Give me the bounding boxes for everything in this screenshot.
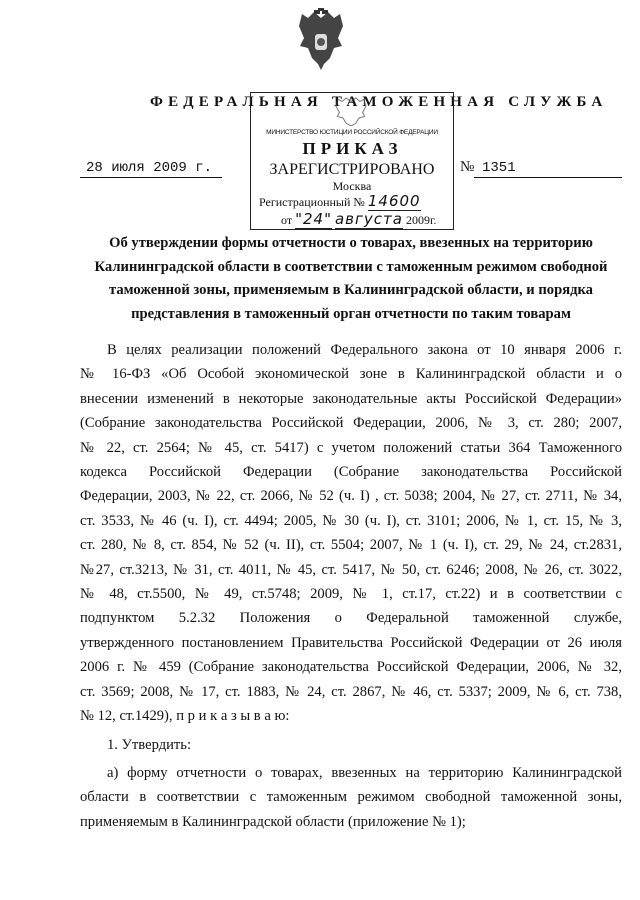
body-line: № 16-ФЗ «Об Особой экономической зоне в Калининградской области и о bbox=[80, 366, 622, 383]
body-line: В целях реализации положений Федерального закона от 10 января 2006 г. bbox=[107, 342, 622, 358]
item-a-line: применяемым в Калининградской области (приложение № 1); bbox=[80, 813, 466, 830]
body-line: внесении изменений в некоторые законодательные акты Российской Федерации» bbox=[80, 390, 622, 407]
stamp-date-year: 2009г. bbox=[405, 213, 437, 227]
body-line: № 22, ст. 2564; № 45, ст. 5417) с учетом положений статьи 364 Таможенного bbox=[80, 439, 622, 456]
body-line: № 12, ст.1429), п р и к а з ы в а ю: bbox=[80, 708, 290, 725]
stamp-reg-number: 14600 bbox=[367, 192, 421, 210]
stamp-date-line bbox=[281, 211, 437, 229]
item-a-line: области в соответствии с таможенным режимом свободной таможенной зоны, bbox=[80, 789, 622, 806]
title-line: таможенной зоны, применяемым в Калининградской области, и порядка bbox=[109, 282, 593, 299]
stamp-date-prefix: от bbox=[281, 213, 293, 227]
stamp-emblem-icon bbox=[331, 96, 371, 126]
document-body bbox=[80, 338, 622, 834]
coat-of-arms-emblem bbox=[296, 8, 346, 74]
body-line: № 48, ст.5500, № 49, ст.5748; 2009, № 1, ст.17, ст.22) и в соответствии с bbox=[80, 586, 622, 603]
stamp-date-month: августа bbox=[334, 210, 403, 228]
item-a-line: а) форму отчетности о товарах, ввезенных на территорию Калининградской bbox=[107, 764, 622, 781]
stamp-ministry: МИНИСТЕРСТВО ЮСТИЦИИ РОССИЙСКОЙ ФЕДЕРАЦИИ bbox=[266, 129, 438, 136]
body-line: утвержденного постановлением Правительства Российской Федерации от 26 июля bbox=[80, 634, 622, 651]
body-line: подпунктом 5.2.32 Положения о Федеральной таможенной службе, bbox=[80, 610, 622, 627]
order-number: 1351 bbox=[474, 160, 622, 178]
order-date: 28 июля 2009 г. bbox=[80, 160, 222, 178]
body-line: (Собрание законодательства Российской Федерации, 2006, № 3, ст. 280; 2007, bbox=[80, 415, 622, 432]
stamp-registered: ЗАРЕГИСТРИРОВАНО bbox=[269, 161, 435, 178]
body-line: ст. 280, № 8, ст. 854, № 52 (ч. II), ст. 5504; 2007, № 1 (ч. I), ст. 29, № 24, ст.2831, bbox=[80, 537, 622, 554]
body-line: Федерации, 2003, № 22, ст. 2066, № 52 (ч. I) , ст. 5038; 2004, № 27, ст. 2711, № 34, bbox=[80, 488, 622, 505]
body-line: кодекса Российской Федерации (Собрание законодательства Российской bbox=[80, 464, 622, 481]
body-line: ст. 3569; 2008, № 17, ст. 1883, № 24, ст. 2867, № 46, ст. 5337; 2009, № 6, ст. 738, bbox=[80, 683, 622, 700]
stamp-city: Москва bbox=[332, 179, 372, 193]
stamp-date-day: "24" bbox=[295, 210, 332, 228]
document-title bbox=[80, 232, 622, 326]
number-sign: № bbox=[460, 159, 475, 175]
stamp-reg-label: Регистрационный № bbox=[259, 195, 365, 209]
document-type: ПРИКАЗ bbox=[302, 139, 403, 158]
agency-name: ФЕДЕРАЛЬНАЯ ТАМОЖЕННАЯ СЛУЖБА bbox=[150, 94, 608, 110]
item-1: 1. Утвердить: bbox=[107, 736, 192, 753]
body-line: 2006 г. № 459 (Собрание законодательства Российской Федерации, 2006, № 32, bbox=[80, 659, 622, 676]
body-line: ст. 3533, № 46 (ч. I), ст. 4494; 2005, № 30 (ч. I), ст. 3101; 2006, № 1, ст. 15, № 3, bbox=[80, 512, 622, 529]
stamp-reg-number-line bbox=[259, 193, 421, 211]
body-line: №27, ст.3213, № 31, ст. 4011, № 45, ст. 5417, № 50, ст. 6246; 2008, № 26, ст. 3022, bbox=[80, 561, 622, 578]
title-line: Об утверждении формы отчетности о товарах, ввезенных на территорию bbox=[109, 235, 593, 251]
registration-stamp bbox=[250, 92, 454, 230]
title-line: Калининградской области в соответствии с таможенным режимом свободной bbox=[94, 258, 608, 275]
title-line: представления в таможенный орган отчетности по таким товарам bbox=[131, 305, 571, 322]
